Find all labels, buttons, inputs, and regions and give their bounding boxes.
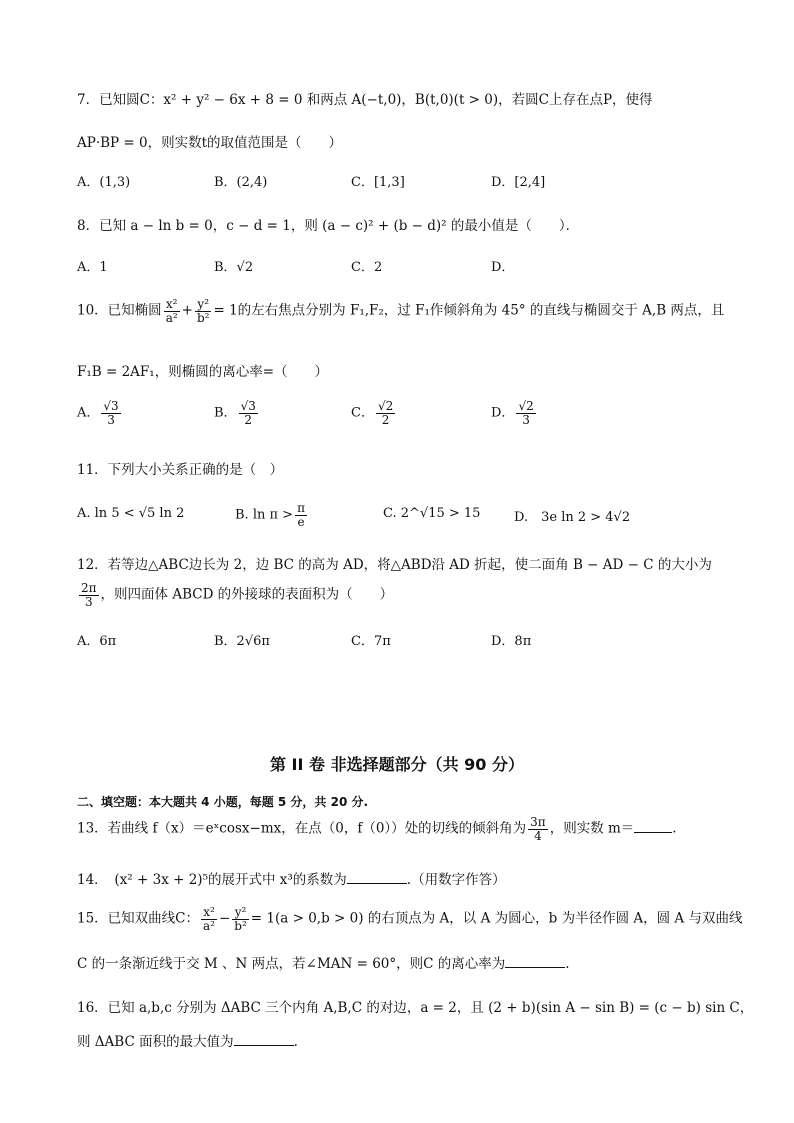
q13-pre: 13．若曲线 f（x）＝eˣcosx−mx，在点（0，f（0））处的切线的倾斜角为 (77, 820, 527, 837)
q7-stem-line2: AP·BP = 0，则实数t的取值范围是（ ） (77, 135, 343, 151)
q11-option-b (235, 502, 309, 528)
q10-frac-y-num: y² (195, 298, 212, 312)
q13-stem (77, 816, 677, 842)
q10-option-c-den: 2 (381, 412, 390, 427)
q10-option-c (351, 400, 397, 426)
q10-option-a-label: A． (77, 405, 100, 421)
q10-frac-x-num: x² (164, 298, 180, 312)
q8-option-a: A．1 (77, 260, 108, 275)
q11-option-b-den: e (297, 514, 305, 529)
q10-option-d-den: 3 (522, 412, 530, 427)
q16-line2-end: . (293, 1034, 298, 1050)
q12-frac (79, 582, 99, 608)
q7-option-a: A．(1,3) (77, 175, 131, 190)
q13-answer-blank[interactable] (634, 820, 672, 833)
q10-stem-line2: F₁B = 2AF₁，则椭圆的离心率=（ ） (77, 364, 329, 380)
fill-in-instructions: 二、填空题：本大题共 4 小题，每题 5 分，共 20 分. (77, 795, 369, 809)
q10-frac-y (195, 298, 212, 324)
q13-frac-num: 3π (530, 815, 546, 829)
q7-option-c: C．[1,3] (351, 175, 405, 190)
q12-frac-den: 3 (84, 594, 93, 609)
q10-option-a-den: 3 (107, 412, 115, 427)
q11-option-c: C. 2^√15 > 15 (383, 506, 481, 521)
q15-line2-pre: C 的一条渐近线于交 M 、N 两点，若∠MAN = 60°，则C 的离心率为 (77, 956, 506, 972)
q14-post: .（用数字作答） (406, 872, 506, 888)
q10-pre: 10．已知椭圆 (77, 302, 162, 319)
q7-option-b: B．(2,4) (214, 175, 268, 190)
q10-option-b-num: √3 (240, 399, 256, 413)
q15-answer-blank[interactable] (505, 955, 565, 968)
q11-option-d: D. 3e ln 2 > 4√2 (514, 510, 631, 525)
q12-frac-num: 2π (81, 581, 97, 595)
q10-frac-x-den: a² (165, 310, 178, 325)
q15-frac-x-den: a² (203, 918, 215, 933)
q13-frac-den: 4 (534, 828, 542, 843)
q7-stem-line1: 7．已知圆C：x² + y² − 6x + 8 = 0 和两点 A(−t,0)，B(t,0)(t > 0)，若圆C上存在点P，使得 (77, 92, 653, 108)
q12-stem-line2 (77, 582, 393, 608)
q10-option-c-label: C． (351, 405, 374, 421)
q10-option-a (77, 400, 123, 426)
q8-stem: 8．已知 a − ln b = 0，c − d = 1，则 (a − c)² + (b − d)² 的最小值是（ ）． (77, 218, 580, 234)
q11-option-b-pre: B. ln π > (235, 507, 294, 523)
section-title: 第 II 卷 非选择题部分（共 90 分） (269, 755, 525, 774)
q11-option-b-frac (295, 502, 307, 528)
q8-option-b: B．√2 (214, 260, 254, 275)
q15-frac-x (201, 906, 217, 932)
q16-answer-blank[interactable] (234, 1033, 294, 1046)
q12-option-a: A．6π (77, 634, 117, 649)
q10-frac-y-den: b² (196, 310, 210, 325)
q11-option-a: A. ln 5 < √5 ln 2 (77, 506, 185, 521)
q11-options (77, 502, 697, 538)
q8-option-d: D． (491, 260, 515, 275)
q10-option-c-frac (376, 400, 395, 426)
q10-option-a-frac (101, 400, 120, 426)
q15-stem-line1: 15．已知双曲线C： $\frac{\text{x²}}{\text{a²}}$ − $\frac{\text{y²}}{\text{b²}}$ = 1(a > 0,b > 0) 的右顶点为 A，以 A 为圆心，b 为半径作圆 A，圆 A 与双曲线 (77, 905, 743, 933)
q15-pre: 15．已知双曲线C： (77, 910, 200, 927)
q12-option-c: C．7π (351, 634, 391, 649)
q10-frac-x (164, 298, 180, 324)
q13-post: ，则实数 m＝ (549, 820, 635, 837)
q10-option-b (214, 400, 260, 426)
q15-frac-y (232, 906, 249, 932)
q16-line2-pre: 则 ΔABC 面积的最大值为 (77, 1034, 234, 1050)
q16-stem-line1: 16．已知 a,b,c 分别为 ΔABC 三个内角 A,B,C 的对边，a = 2，且 (2 + b)(sin A − sin B) = (c − b) sin C， (77, 1000, 754, 1016)
q8-option-c: C．2 (351, 260, 383, 275)
q15-frac-x-num: x² (201, 906, 217, 920)
q16-stem-line2 (77, 1030, 298, 1050)
q10-option-d-frac (516, 400, 535, 426)
q10-stem-line1: 10．已知椭圆 $\frac{\text{x²}}{\text{a²}}$ + $\frac{\text{y²}}{\text{b²}}$ = 1的左右焦点分别为 F₁,F₂，过 F₁作倾斜角为 45° 的直线与椭圆交于 A,B 两点，且 (77, 297, 725, 325)
q14-answer-blank[interactable] (347, 871, 407, 884)
q10-options (77, 400, 697, 444)
q14-pre: 14． (x² + 3x + 2)⁵的展开式中 x³的系数为 (77, 872, 347, 888)
q11-stem: 11．下列大小关系正确的是（ ） (77, 462, 284, 478)
q10-option-a-num: √3 (103, 399, 119, 413)
q10-option-d-label: D． (491, 405, 515, 421)
q10-option-d-num: √2 (518, 399, 534, 413)
q15-stem-line2 (77, 952, 570, 972)
q12-option-d: D．8π (491, 634, 532, 649)
q10-post: = 1的左右焦点分别为 F₁,F₂，过 F₁作倾斜角为 45° 的直线与椭圆交于 A,B 两点，且 (213, 302, 725, 319)
q15-post: = 1(a > 0,b > 0) 的右顶点为 A，以 A 为圆心，b 为半径作圆 A，圆 A 与双曲线 (250, 910, 743, 927)
q10-option-c-num: √2 (377, 399, 394, 413)
q10-option-b-label: B． (214, 405, 237, 421)
q13-frac (528, 816, 548, 842)
q7-option-d: D．[2,4] (491, 175, 546, 190)
q10-option-d (491, 400, 538, 426)
q11-option-b-num: π (297, 501, 305, 515)
q10-option-b-den: 2 (244, 412, 253, 427)
q13-end: . (672, 820, 677, 837)
q15-frac-y-den: b² (234, 918, 247, 933)
q14-stem (77, 868, 506, 888)
q10-option-b-frac (239, 400, 258, 426)
q15-line2-end: . (565, 956, 570, 972)
q12-option-b: B．2√6π (214, 634, 270, 649)
q12-line2-text: ，则四面体 ABCD 的外接球的表面积为（ ） (100, 586, 394, 603)
q12-stem-line1: 12．若等边△ABC边长为 2，边 BC 的高为 AD，将△ABD沿 AD 折起，使二面角 B − AD − C 的大小为 (77, 557, 712, 573)
q15-frac-y-num: y² (232, 906, 249, 920)
